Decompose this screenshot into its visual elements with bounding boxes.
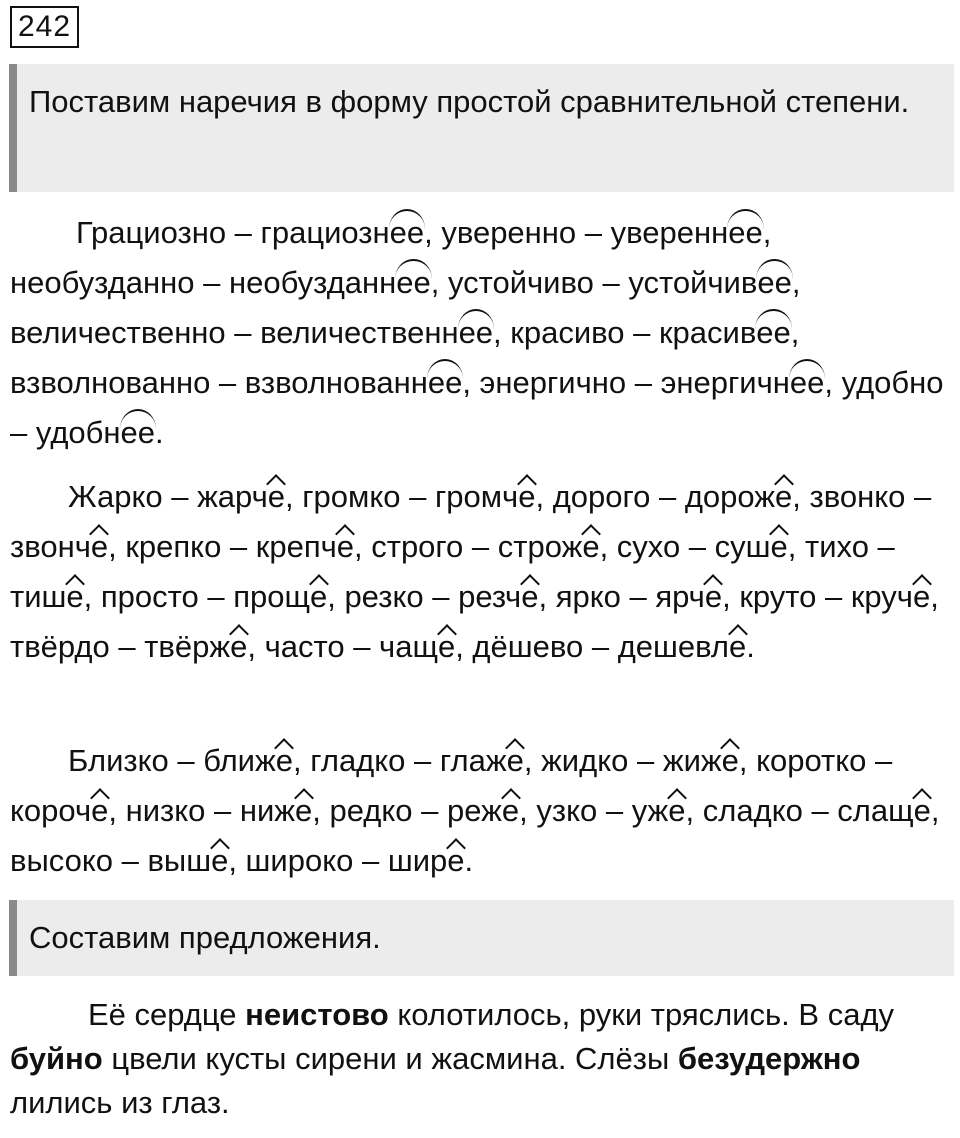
paragraph-sentences	[10, 993, 956, 1125]
word-text: , энергично – энергичн	[462, 365, 790, 400]
word-text: , твёрдо – твёрж	[10, 579, 939, 664]
paragraph-comparatives-e-2	[10, 736, 956, 886]
word-text: , уверенно – уверенн	[424, 215, 729, 250]
word-text: , взволнованно – взволнованн	[10, 315, 800, 400]
suffix-caret-mark: е	[230, 622, 247, 672]
word-text: , сухо – суш	[599, 529, 771, 564]
suffix-arc-mark: ее	[390, 208, 424, 258]
suffix-caret-mark: е	[211, 836, 228, 886]
suffix-caret-mark: е	[518, 472, 535, 522]
word-text: , жидко – жиж	[523, 743, 722, 778]
word-text: , резко – резч	[327, 579, 522, 614]
word-text: , звонко – звонч	[10, 479, 932, 564]
sentence-text: колотилось, руки тряслись. В саду	[388, 997, 895, 1032]
word-text: , ярко – ярч	[538, 579, 705, 614]
word-text: , коротко – короч	[10, 743, 893, 828]
suffix-caret-mark: е	[66, 572, 83, 622]
suffix-caret-mark: е	[276, 736, 293, 786]
suffix-caret-mark: е	[438, 622, 455, 672]
sentence-text: цвели кусты сирени и жасмина. Слёзы	[102, 1041, 678, 1076]
bold-word: безудержно	[677, 1041, 861, 1076]
word-text: Близко – ближ	[68, 743, 276, 778]
word-text: , необузданно – необузданн	[10, 215, 772, 300]
word-text: , узко – уж	[519, 793, 669, 828]
suffix-arc-mark: ее	[459, 308, 493, 358]
word-text: , гладко – глаж	[293, 743, 507, 778]
word-text: , просто – прощ	[83, 579, 310, 614]
word-text: , величественно – величественн	[10, 265, 801, 350]
suffix-caret-mark: е	[521, 572, 538, 622]
suffix-caret-mark: е	[268, 472, 285, 522]
suffix-caret-mark: е	[775, 472, 792, 522]
suffix-arc-mark: ее	[396, 258, 430, 308]
suffix-caret-mark: е	[91, 786, 108, 836]
suffix-arc-mark: ее	[790, 358, 824, 408]
suffix-caret-mark: е	[771, 522, 788, 572]
word-text: , высоко – выш	[10, 793, 940, 878]
suffix-caret-mark: е	[729, 622, 746, 672]
word-text: .	[464, 843, 474, 878]
suffix-caret-mark: е	[722, 736, 739, 786]
word-text: Жарко – жарч	[68, 479, 268, 514]
suffix-caret-mark: е	[668, 786, 685, 836]
word-text: , крепко – крепч	[108, 529, 337, 564]
task-number: 242	[10, 6, 79, 48]
word-text: .	[155, 415, 164, 450]
word-text: , громко – громч	[285, 479, 519, 514]
suffix-caret-mark: е	[337, 522, 354, 572]
word-text: , широко – шир	[228, 843, 448, 878]
sentence-text: лились из глаз.	[10, 1085, 230, 1120]
suffix-caret-mark: е	[582, 522, 599, 572]
word-text: , удобно – удобн	[10, 365, 944, 450]
suffix-caret-mark: е	[295, 786, 312, 836]
section-header-sentences: Составим предложения.	[9, 900, 954, 976]
suffix-arc-mark: ее	[756, 308, 790, 358]
suffix-caret-mark: е	[447, 836, 464, 886]
section-header-adverbs: Поставим наречия в форму простой сравнительной степени.	[9, 64, 954, 192]
word-text: , дёшево – дешевл	[455, 629, 729, 664]
word-text: , часто – чащ	[247, 629, 438, 664]
word-text: , редко – реж	[312, 793, 502, 828]
word-text: Грациозно – грациозн	[76, 215, 390, 250]
suffix-caret-mark: е	[502, 786, 519, 836]
paragraph-comparatives-e-1	[10, 472, 956, 672]
suffix-caret-mark: е	[914, 786, 931, 836]
suffix-arc-mark: ее	[121, 408, 155, 458]
word-text: , тихо – тиш	[10, 529, 895, 614]
suffix-arc-mark: ее	[428, 358, 462, 408]
word-text: , дорого – дорож	[535, 479, 776, 514]
bold-word: неистово	[245, 997, 389, 1032]
suffix-caret-mark: е	[91, 522, 108, 572]
suffix-arc-mark: ее	[757, 258, 791, 308]
word-text: , круто – круч	[722, 579, 913, 614]
word-text: , строго – строж	[354, 529, 583, 564]
word-text: .	[746, 629, 755, 664]
suffix-caret-mark: е	[913, 572, 930, 622]
word-text: , красиво – красив	[493, 315, 757, 350]
paragraph-comparatives-ee	[10, 208, 956, 458]
word-text: , устойчиво – устойчив	[430, 265, 758, 300]
suffix-caret-mark: е	[310, 572, 327, 622]
word-text: , низко – ниж	[108, 793, 296, 828]
suffix-caret-mark: е	[507, 736, 524, 786]
suffix-arc-mark: ее	[728, 208, 762, 258]
sentence-text: Её сердце	[88, 997, 246, 1032]
word-text: , сладко – слащ	[685, 793, 914, 828]
bold-word: буйно	[10, 1041, 103, 1076]
suffix-caret-mark: е	[705, 572, 722, 622]
